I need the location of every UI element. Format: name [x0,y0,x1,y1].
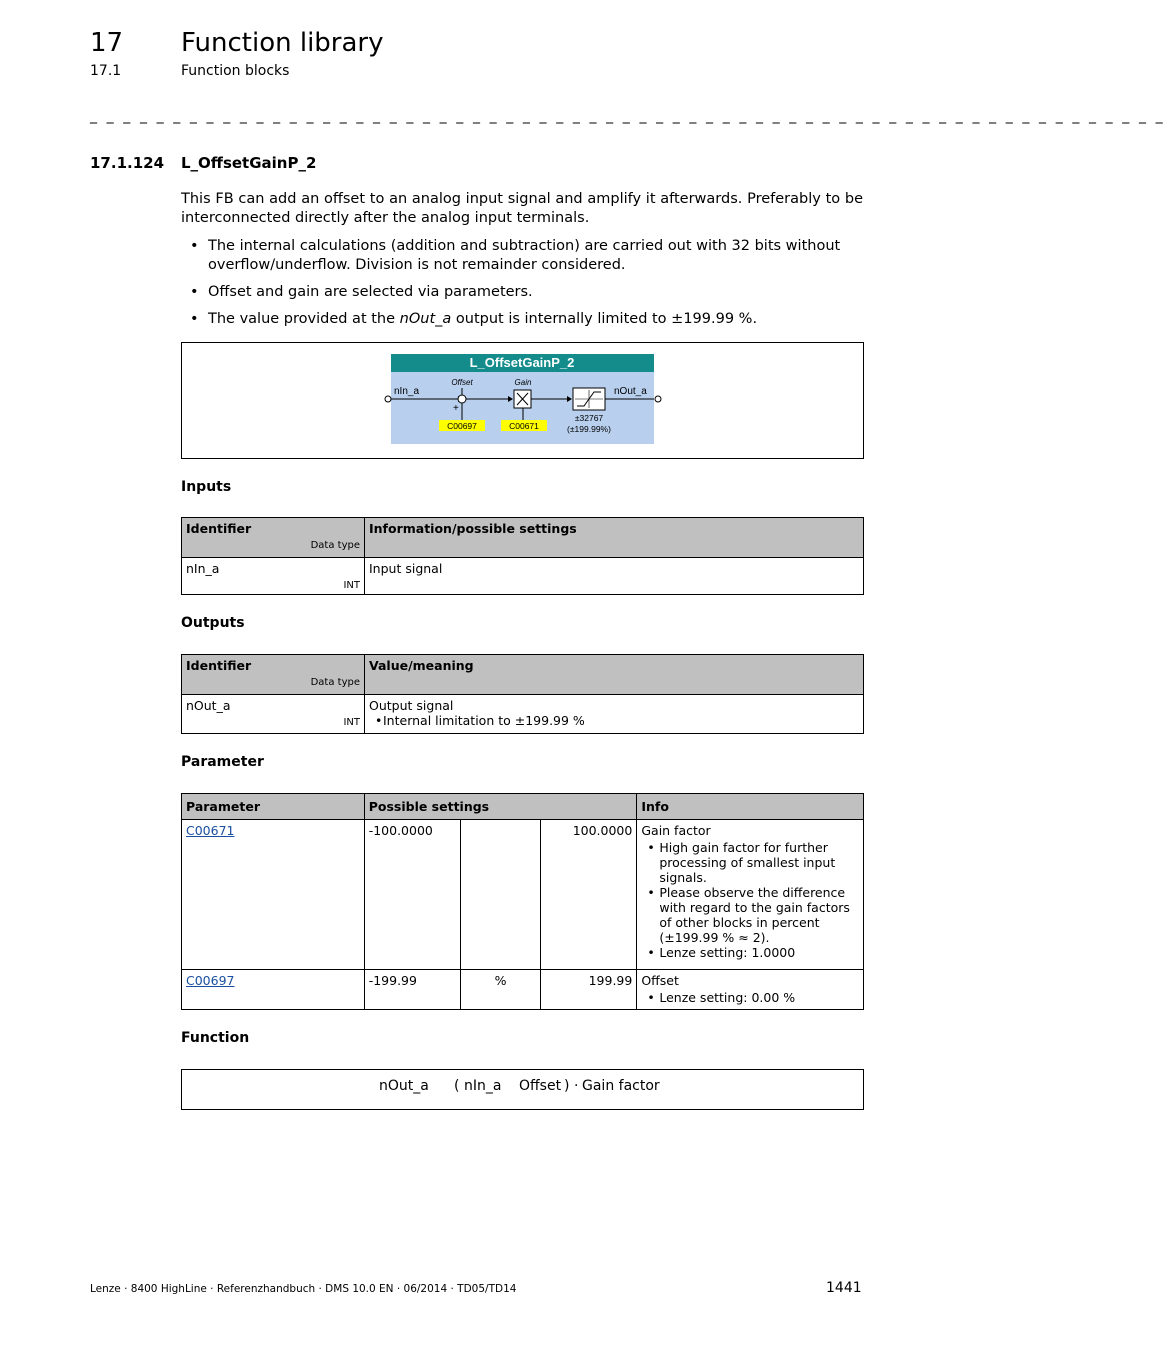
output-datatype: INT [343,717,360,728]
input-terminal [385,396,391,402]
function-formula-box [181,1069,864,1110]
inputs-table [181,517,864,595]
output-terminal [655,396,661,402]
formula-offset: Offset [519,1078,562,1094]
input-datatype: INT [343,580,360,591]
gain-param-code: C00671 [509,421,539,431]
table-row [182,558,864,595]
function-title: Function [181,1030,250,1046]
param-info-title: Offset [641,973,679,988]
output-value: Output signal [369,698,454,713]
formula-paren-open: ( [454,1078,460,1094]
formula-dot: · [574,1078,579,1094]
inputs-col-info: Information/possible settings [365,518,864,558]
section-title: Function blocks [181,63,290,79]
offset-label: Offset [451,378,473,387]
gain-label: Gain [514,378,532,387]
param-info-bullet: • Lenze setting: 1.0000 [641,945,859,960]
param-info-title: Gain factor [641,823,711,838]
parameter-title: Parameter [181,754,264,770]
input-label: nIn_a [394,386,420,397]
param-max: 100.0000 [541,820,637,970]
inputs-col-identifier: Identifier Data type [182,518,365,558]
limit-value: ±32767 [574,413,604,423]
param-link-c00697[interactable]: C00697 [186,973,235,988]
param-min: -199.99 [364,970,460,1010]
outputs-title: Outputs [181,615,245,631]
outputs-table [181,654,864,734]
footer-text: Lenze · 8400 HighLine · Referenzhandbuch · DMS 10.0 EN · 06/2014 · TD05/TD14 [90,1283,517,1295]
param-col-info: Info [637,794,864,820]
feature-item: • The value provided at the nOut_a output is internally limited to ±199.99 %. [190,311,758,327]
table-row [182,820,864,970]
section-number: 17.1 [90,63,122,79]
offset-summing-point [458,395,466,403]
formula-lhs: nOut_a [379,1078,429,1094]
formula-input: nIn_a [464,1078,502,1094]
param-info-bullet: • High gain factor for further processing of smallest input signals. [641,840,859,885]
input-info: Input signal [365,558,864,595]
feature-list [181,237,863,337]
param-max: 199.99 [541,970,637,1010]
chapter-number: 17 [90,28,124,58]
chapter-title: Function library [181,28,384,58]
outputs-col-value: Value/meaning [365,655,864,695]
table-row [182,970,864,1010]
function-block-diagram [182,343,863,458]
output-label: nOut_a [614,386,647,397]
formula-paren-close: ) [564,1078,570,1094]
param-unit: % [460,970,541,1010]
offset-param-code: C00697 [447,421,477,431]
formula-gain: Gain factor [582,1078,660,1094]
table-row [182,695,864,734]
header-separator: _ _ _ _ _ _ _ _ _ _ _ _ _ _ _ _ _ _ _ _ _ _ _ _ _ _ _ _ _ _ _ _ _ _ _ _ _ _ _ _ _ _ _ _ _ _ _ _ _ _ _ _ _ _ _ _ _ _ _ _ _ _ _ _ _ [90,108,1165,124]
param-unit [460,820,541,970]
parameter-table [181,793,864,1010]
feature-item: • The internal calculations (addition and subtraction) are carried out with 32 bits without overflow/underflow. Division is not remainder considered. [190,238,841,273]
input-identifier: nIn_a [186,561,220,576]
param-min: -100.0000 [364,820,460,970]
param-link-c00671[interactable]: C00671 [186,823,235,838]
output-bullet: • Internal limitation to ±199.99 % [369,713,859,728]
intro-paragraph: This FB can add an offset to an analog input signal and amplify it afterwards. Preferably to be interconnected directly after the analog input terminals. [181,191,863,226]
outputs-col-identifier: Identifier Data type [182,655,365,695]
inputs-title: Inputs [181,479,232,495]
block-title: L_OffsetGainP_2 [469,355,575,370]
heading-title: L_OffsetGainP_2 [181,154,317,172]
heading-number: 17.1.124 [90,154,165,172]
param-col-parameter: Parameter [182,794,365,820]
feature-item: • Offset and gain are selected via parameters. [190,284,533,300]
param-col-settings: Possible settings [364,794,637,820]
param-info-bullet: • Lenze setting: 0.00 % [641,990,859,1005]
limit-percent: (±199.99%) [567,424,611,434]
plus-sign: + [453,403,459,414]
param-info-bullet: • Please observe the difference with regard to the gain factors of other blocks in percent (±199.99 % ≈ 2). [641,885,859,945]
output-identifier: nOut_a [186,698,231,713]
page-number: 1441 [826,1280,862,1296]
function-block-frame [181,342,864,459]
